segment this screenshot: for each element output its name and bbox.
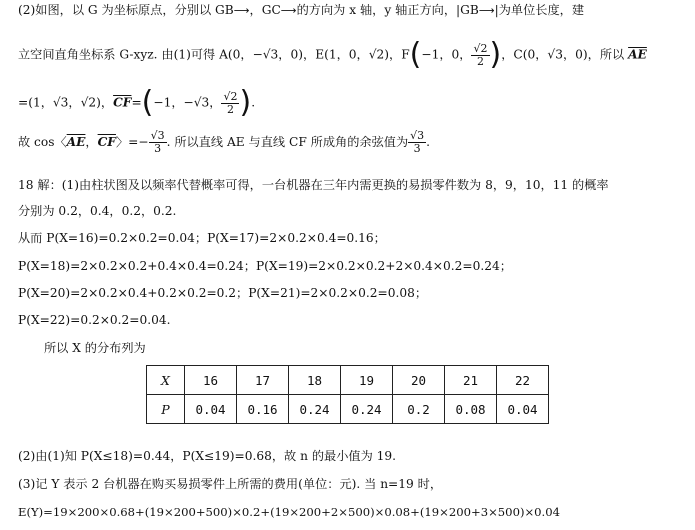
vector-F-components: −1，0， xyxy=(421,47,472,62)
part2-line-3 xyxy=(18,85,256,120)
q18-line-5: P(X=20)=2×0.2×0.4+0.2×0.2=0.2；P(X=21)=2×0.2×0.2=0.08； xyxy=(18,286,428,300)
fraction-denominator: 2 xyxy=(476,54,484,68)
table-header-row xyxy=(147,366,549,395)
fraction xyxy=(149,130,167,155)
fraction xyxy=(471,43,489,68)
text: 的方向为 x 轴，y 轴正方向，|GB xyxy=(296,3,479,17)
part2-line-2 xyxy=(18,37,647,72)
table-cell: 16 xyxy=(185,366,237,395)
left-bracket: ( xyxy=(141,85,154,120)
table-cell: 18 xyxy=(289,366,341,395)
vector-arrow-icon: ⟶ xyxy=(233,4,250,17)
text: . xyxy=(426,135,431,149)
vector-CF-components: −1，−√3， xyxy=(153,95,222,110)
text: . 所以直线 AE 与直线 CF 所成角的余弦值为 xyxy=(166,135,409,149)
fraction-numerator: √2 xyxy=(223,89,238,103)
table-cell: 0.04 xyxy=(497,395,549,424)
part2-line-4 xyxy=(18,130,430,155)
table-cell: 21 xyxy=(445,366,497,395)
q18-line-6: P(X=22)=0.2×0.2=0.04. xyxy=(18,313,171,327)
fraction-numerator: √3 xyxy=(410,129,425,142)
text: 〉=− xyxy=(115,135,149,149)
table-cell: 0.24 xyxy=(289,395,341,424)
part2-line-1 xyxy=(18,2,584,19)
fraction-denominator: 3 xyxy=(413,142,421,155)
vector-CF: $\overline{CF}$ xyxy=(113,95,132,110)
table-cell: 20 xyxy=(393,366,445,395)
text: . xyxy=(251,95,256,110)
text: =(1，√3，√2)， xyxy=(18,95,114,110)
q18-line-9: (3)记 Y 表示 2 台机器在购买易损零件上所需的费用(单位：元). 当 n=19 时， xyxy=(18,477,443,491)
distribution-table xyxy=(146,365,549,424)
text: ，GC xyxy=(249,3,281,17)
table-cell: 22 xyxy=(497,366,549,395)
fraction-denominator: 2 xyxy=(226,102,234,116)
fraction xyxy=(221,91,239,116)
q18-line-2: 分别为 0.2，0.4，0.2，0.2. xyxy=(18,204,177,218)
vector-CF: $\overline{CF}$ xyxy=(97,135,116,149)
q18-line-1: 18 解：(1)由柱状图及以频率代替概率可得，一台机器在三年内需更换的易损零件数为 8，9，10，11 的概率 xyxy=(18,178,609,192)
table-cell: 0.04 xyxy=(185,395,237,424)
table-cell: 17 xyxy=(237,366,289,395)
q18-line-3: 从而 P(X=16)=0.2×0.2=0.04；P(X=17)=2×0.2×0.4=0.16； xyxy=(18,231,386,245)
table-row xyxy=(147,395,549,424)
text: |为单位长度，建 xyxy=(494,3,585,17)
table-cell: 19 xyxy=(341,366,393,395)
table-cell: X xyxy=(147,366,185,395)
table-cell: 0.2 xyxy=(393,395,445,424)
q18-line-7: 所以 X 的分布列为 xyxy=(44,341,146,355)
table-cell: 0.24 xyxy=(341,395,393,424)
text: (2)如图，以 G 为坐标原点，分别以 GB xyxy=(18,3,234,17)
right-bracket: ) xyxy=(489,37,502,72)
text: 故 cos〈 xyxy=(18,135,67,149)
vector-arrow-icon: ⟶ xyxy=(478,4,495,17)
text: = xyxy=(131,95,142,110)
right-bracket: ) xyxy=(239,85,252,120)
left-bracket: ( xyxy=(409,37,422,72)
table-cell: 0.08 xyxy=(445,395,497,424)
fraction-numerator: √2 xyxy=(473,41,488,55)
fraction-numerator: √3 xyxy=(150,129,165,142)
text: ，C(0，√3，0)，所以 xyxy=(501,47,625,62)
text: 立空间直角坐标系 G-xyz. 由(1)可得 A(0，−√3，0)，E(1，0，√2)，F xyxy=(18,47,410,62)
vector-arrow-icon: ⟶ xyxy=(280,4,297,17)
table-cell: P xyxy=(147,395,185,424)
fraction-denominator: 3 xyxy=(154,142,162,155)
q18-line-8: (2)由(1)知 P(X≤18)=0.44，P(X≤19)=0.68，故 n 的最小值为 19. xyxy=(18,449,397,463)
q18-line-10: E(Y)=19×200×0.68+(19×200+500)×0.2+(19×200+2×500)×0.08+(19×200+3×500)×0.04 xyxy=(18,505,560,519)
fraction xyxy=(408,130,426,155)
vector-AE: $\overline{AE}$ xyxy=(66,135,86,149)
q18-line-4: P(X=18)=2×0.2×0.2+0.4×0.4=0.24；P(X=19)=2×0.2×0.2+2×0.4×0.2=0.24； xyxy=(18,259,512,273)
text: ， xyxy=(85,135,98,149)
vector-AE: $\overline{AE}$ xyxy=(628,47,647,62)
table-cell: 0.16 xyxy=(237,395,289,424)
